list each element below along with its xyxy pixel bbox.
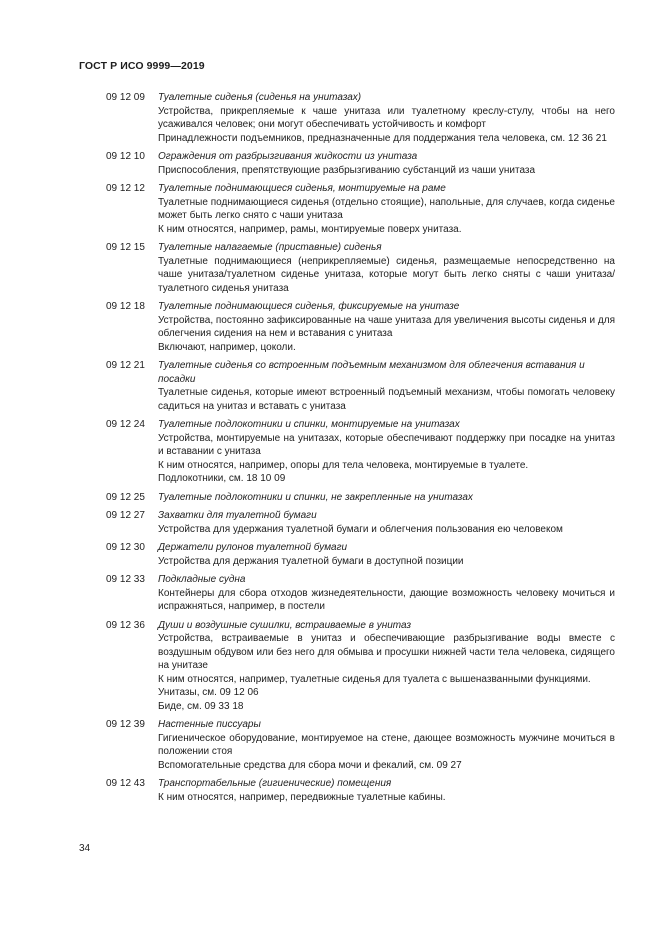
entry-code: 09 12 18 — [106, 301, 145, 312]
classification-entry — [106, 509, 615, 536]
entry-description: Туалетные сиденья, которые имеют встроенный подъемный механизм, чтобы помогать человеку садиться на унитаз и вставать с унитаза — [158, 387, 615, 412]
entry-title: Настенные писсуары — [158, 719, 261, 730]
entry-title: Туалетные подлокотники и спинки, не закрепленные на унитазах — [158, 491, 473, 503]
entry-title: Захватки для туалетной бумаги — [158, 510, 317, 521]
entry-body — [158, 418, 615, 486]
entry-body — [158, 150, 615, 177]
entry-code: 09 12 27 — [106, 510, 145, 521]
entry-body — [158, 359, 615, 413]
entry-description: Приспособления, препятствующие разбрызгиванию субстанций из чаши унитаза — [158, 164, 536, 176]
entry-code: 09 12 39 — [106, 719, 145, 730]
entry-description: Устройства, постоянно зафиксированные на чаше унитаза для увеличения высоты сиденья и для облегчения сидения на нем и вставания с унитаза — [158, 314, 615, 339]
entry-title: Туалетные подлокотники и спинки, монтируемые на унитазах — [158, 419, 460, 430]
entry-body — [158, 619, 615, 714]
entry-body — [158, 91, 615, 145]
entry-code: 09 12 30 — [106, 542, 145, 553]
entry-code: 09 12 24 — [106, 419, 145, 430]
classification-entry — [106, 491, 615, 505]
classification-entry — [106, 777, 615, 804]
entry-body — [158, 777, 615, 804]
classification-entry — [106, 182, 615, 236]
entry-description: Контейнеры для сбора отходов жизнедеятельности, дающие возможность человеку мочиться и испражняться, например, в постели — [158, 587, 615, 612]
classification-entry — [106, 300, 615, 354]
entry-code: 09 12 21 — [106, 360, 145, 371]
entry-body — [158, 241, 615, 295]
classification-entry — [106, 718, 615, 772]
entry-title: Ограждения от разбрызгивания жидкости из унитаза — [158, 151, 418, 162]
entry-description: Принадлежности подъемников, предназначенные для поддержания тела человека, см. 12 36 21 — [158, 132, 607, 144]
entry-description: Устройства, прикрепляемые к чаше унитаза или туалетному креслу-стулу, чтобы на него усаживался человек; они могут обеспечивать устойчивость и комфорт — [158, 105, 615, 130]
entry-body — [158, 509, 615, 536]
entry-description: Биде, см. 09 33 18 — [158, 700, 244, 712]
entry-description: К ним относятся, например, рамы, монтируемые поверх унитаза. — [158, 223, 462, 235]
entry-body — [158, 541, 615, 568]
entry-description: Устройства для удержания туалетной бумаги и облегчения пользования ею человеком — [158, 523, 563, 535]
entry-description: Подлокотники, см. 18 10 09 — [158, 473, 286, 484]
classification-entry — [106, 150, 615, 177]
entry-description: Устройства, монтируемые на унитазах, которые обеспечивают поддержку при посадке на унитаз и вставании с унитаза — [158, 432, 615, 457]
entry-title: Подкладные судна — [158, 574, 246, 585]
page-number: 34 — [79, 843, 91, 854]
entry-description: К ним относятся, например, туалетные сиденья для туалета с вышеназванными функциями. — [158, 673, 591, 685]
entry-code: 09 12 33 — [106, 574, 145, 585]
document-header: ГОСТ Р ИСО 9999—2019 — [79, 60, 205, 72]
entry-description: К ним относятся, например, передвижные туалетные кабины. — [158, 791, 446, 803]
entry-title: Души и воздушные сушилки, встраиваемые в унитаз — [158, 619, 412, 631]
entries-list — [106, 91, 615, 809]
entry-title: Держатели рулонов туалетной бумаги — [158, 542, 348, 553]
classification-entry — [106, 241, 615, 295]
entry-title: Туалетные налагаемые (приставные) сиденья — [158, 242, 382, 253]
entry-title: Туалетные сиденья со встроенным подъемным механизмом для облегчения вставания и посадки — [158, 360, 585, 385]
classification-entry — [106, 573, 615, 614]
classification-entry — [106, 359, 615, 413]
entry-description: К ним относятся, например, опоры для тела человека, монтируемые в туалете. — [158, 459, 529, 471]
entry-code: 09 12 10 — [106, 151, 145, 162]
classification-entry — [106, 541, 615, 568]
entry-description: Вспомогательные средства для сбора мочи и фекалий, см. 09 27 — [158, 759, 462, 771]
entry-description: Унитазы, см. 09 12 06 — [158, 687, 259, 698]
entry-description: Устройства, встраиваемые в унитаз и обеспечивающие разбрызгивание воды вместе с воздушным обдувом или без него для обмыва и просушки нижней части тела человека, сидящего на унитазе — [158, 633, 615, 671]
entry-title: Туалетные сиденья (сиденья на унитазах) — [158, 92, 362, 103]
entry-description: Туалетные поднимающиеся (неприкрепляемые) сиденья, размещаемые непосредственно на чаше унитаза/туалетном сиденье унитаза, которые могут быть легко сняты с чаши унитаза/туалетного сиденья унитаза — [158, 255, 615, 294]
entry-code: 09 12 09 — [106, 92, 145, 103]
classification-entry — [106, 619, 615, 714]
entry-code: 09 12 25 — [106, 491, 145, 503]
entry-code: 09 12 36 — [106, 619, 145, 631]
entry-description: Туалетные поднимающиеся сиденья (отдельно стоящие), напольные, для случаев, когда сиденье может быть легко снято с чаши унитаза — [158, 196, 615, 221]
entry-title: Транспортабельные (гигиенические) помещения — [158, 778, 392, 789]
entry-title: Туалетные поднимающиеся сиденья, монтируемые на раме — [158, 183, 446, 194]
entry-body — [158, 573, 615, 614]
entry-body — [158, 182, 615, 236]
entry-body — [158, 491, 615, 505]
classification-entry — [106, 91, 615, 145]
entry-description: Гигиеническое оборудование, монтируемое на стене, дающее возможность мужчине мочиться в положении стоя — [158, 732, 615, 757]
entry-description: Устройства для держания туалетной бумаги в доступной позиции — [158, 555, 464, 567]
entry-body — [158, 300, 615, 354]
entry-code: 09 12 15 — [106, 242, 145, 253]
classification-entry — [106, 418, 615, 486]
entry-code: 09 12 12 — [106, 183, 145, 194]
entry-title: Туалетные поднимающиеся сиденья, фиксируемые на унитазе — [158, 301, 460, 312]
entry-description: Включают, например, цоколи. — [158, 341, 296, 353]
entry-code: 09 12 43 — [106, 778, 145, 789]
entry-body — [158, 718, 615, 772]
